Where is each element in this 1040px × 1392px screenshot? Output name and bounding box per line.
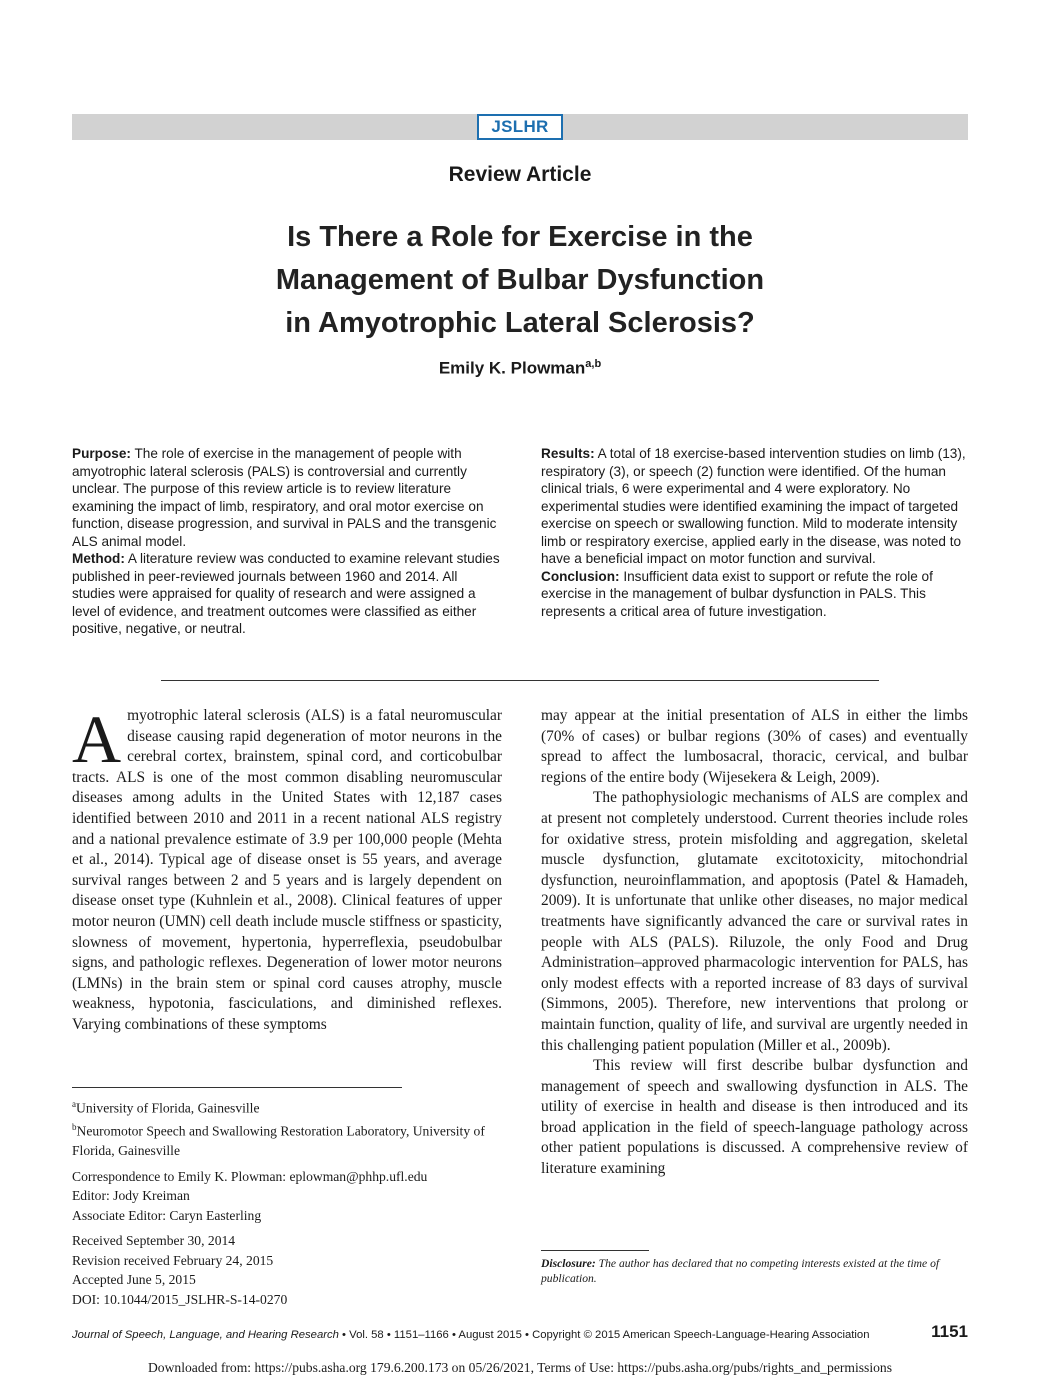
article-type: Review Article — [448, 163, 592, 186]
title-line-2: Management of Bulbar Dysfunction — [275, 264, 765, 296]
page-footer — [72, 1326, 968, 1344]
body-left-column — [72, 701, 502, 1036]
abstract-conclusion — [541, 568, 969, 621]
affiliation-a — [72, 1095, 492, 1118]
abstract-purpose — [72, 445, 500, 550]
body-paragraph: The pathophysiologic mechanisms of ALS are complex and at present not completely understood. Current theories include roles for oxidative stress, protein misfolding and aggregation, skeletal muscle dysfunction, glutamate excitotoxicity, mitochondrial dysfunction, neuroinflammation, and apoptosis (Patel & Hamadeh, 2009). It is unfortunate that unlike other diseases, no major medical treatments have significantly advanced the care or survival rates in people with ALS (PALS). Riluzole, the only Food and Drug Administration–approved pharmacologic intervention for PALS, has only modest effects with a reported increase of 83 days of survival (Simmons, 2005). Therefore, new interventions that prolong or maintain function, quality of life, and survival are urgently needed in this challenging patient population (Miller et al., 2009b). — [541, 789, 968, 1054]
affiliation-b-mark: b — [72, 1122, 77, 1133]
abstract-left-column — [72, 445, 500, 638]
abstract-divider — [161, 680, 879, 681]
body-text: myotrophic lateral sclerosis (ALS) is a fatal neuromuscular disease causing rapid degeneration of motor neurons in the cerebral cortex, brainstem, spinal cord, and corticobulbar tracts. ALS is one of the most common disabling neuromuscular diseases among adults in the United States with 12,187 cases identified between 2010 and 2011 in a recent national ALS registry and a national prevalence estimate of 3.9 per 100,000 people (Mehta et al., 2014). Typical age of disease onset is 55 years, and average survival ranges between 2 and 5 years and is largely dependent on disease onset type (Kuhnlein et al., 2008). Clinical features of upper motor neuron (UMN) cell death include muscle stiffness or spasticity, slowness of movement, hypertonia, hyperreflexia, pseudobulbar signs, and pathologic reflexes. Degeneration of lower motor neurons (LMNs) in the brain stem or spinal cord causes atrophy, muscle weakness, hypotonia, fasciculations, and diminished reflexes. Varying combinations of these symptoms — [72, 707, 502, 1033]
body-paragraph: may appear at the initial presentation of ALS in either the limbs (70% of cases) or bulbar regions (30% of cases) and eventually spread to affect the lumbosacral, thoracic, cervical, and bulbar regions of the entire body (Wijesekera & Leigh, 2009). — [541, 707, 968, 786]
disclosure-text: The author has declared that no competing interests existed at the time of publication. — [541, 1257, 940, 1285]
body-paragraph: This review will first describe bulbar dysfunction and management of speech and swallowing dysfunction in ALS. The utility of exercise in health and disease is then introduced and its broad application in the field of speech-language pathology across other patient populations is discussed. A comprehensive review of literature examining — [541, 1057, 968, 1178]
accepted-date: Accepted June 5, 2015 — [72, 1272, 196, 1288]
download-notice: Downloaded from: https://pubs.asha.org 179.6.200.173 on 05/26/2021, Terms of Use: https://pubs.asha.org/pubs/rights_and_permissions — [147, 1360, 893, 1375]
abstract-right-column — [541, 445, 969, 620]
body-paragraph — [72, 701, 502, 1036]
purpose-text: The role of exercise in the management of people with amyotrophic lateral sclerosis (PALS) is controversial and currently unclear. The purpose of this review article is to review literature examining the impact of limb, respiratory, and oral motor exercise on function, disease progression, and survival in PALS and the transgenic ALS animal model. — [72, 446, 497, 549]
affiliation-b — [72, 1118, 492, 1161]
disclosure — [541, 1256, 969, 1286]
conclusion-text: Insufficient data exist to support or refute the role of exercise in the management of bulbar dysfunction in PALS. This represents a critical area of future investigation. — [541, 568, 933, 619]
article-title — [100, 216, 940, 345]
disclosure-label: Disclosure: — [541, 1257, 596, 1270]
revision-date: Revision received February 24, 2015 — [72, 1252, 274, 1268]
associate-editor: Associate Editor: Caryn Easterling — [72, 1207, 262, 1223]
footer-journal: Journal of Speech, Language, and Hearing Research — [72, 1329, 339, 1341]
method-label: Method: — [72, 551, 125, 566]
purpose-label: Purpose: — [72, 446, 131, 461]
affiliation-a-text: University of Florida, Gainesville — [76, 1100, 260, 1116]
editor: Editor: Jody Kreiman — [72, 1188, 190, 1204]
author-name: Emily K. Plowman — [438, 358, 586, 378]
footnote-divider — [72, 1087, 402, 1088]
results-label: Results: — [541, 446, 595, 461]
abstract-results — [541, 445, 969, 568]
disclosure-divider — [541, 1250, 649, 1251]
conclusion-label: Conclusion: — [541, 568, 620, 584]
body-right-column — [541, 706, 968, 1180]
doi: DOI: 10.1044/2015_JSLHR-S-14-0270 — [72, 1291, 288, 1307]
page-number: 1151 — [931, 1322, 968, 1341]
correspondence: Correspondence to Emily K. Plowman: eplowman@phhp.ufl.edu — [72, 1168, 428, 1184]
title-line-3: in Amyotrophic Lateral Sclerosis? — [285, 307, 755, 339]
footnotes — [72, 1095, 492, 1309]
affiliation-a-mark: a — [72, 1099, 76, 1109]
received-date: Received September 30, 2014 — [72, 1233, 236, 1249]
abstract-method — [72, 550, 500, 638]
method-text: A literature review was conducted to examine relevant studies published in peer-reviewed journals between 1960 and 2014. All studies were appraised for quality of research and were assigned a level of evidence, and treatment outcomes were classified as either positive, negative, or neutral. — [72, 551, 500, 636]
drop-cap: A — [72, 701, 122, 777]
author-affiliation-marks: a,b — [585, 358, 602, 370]
author-line — [0, 358, 1040, 379]
footer-details: • Vol. 58 • 1151–1166 • August 2015 • Copyright © 2015 American Speech-Language-Hearing Association — [338, 1329, 870, 1341]
journal-badge: JSLHR — [477, 114, 563, 140]
title-line-1: Is There a Role for Exercise in the — [287, 221, 753, 253]
results-text: A total of 18 exercise-based intervention studies on limb (13), respiratory (3), or speech (2) function were identified. Of the human clinical trials, 6 were experimental and 4 were exploratory. No experimental studies were identified examining the impact of targeted exercise on speech or swallowing function. Mild to moderate intensity limb or respiratory exercise, applied early in the disease, was noted to have a beneficial impact on motor function and survival. — [541, 446, 966, 566]
affiliation-b-text: Neuromotor Speech and Swallowing Restoration Laboratory, University of Florida, Gainesville — [72, 1123, 485, 1159]
